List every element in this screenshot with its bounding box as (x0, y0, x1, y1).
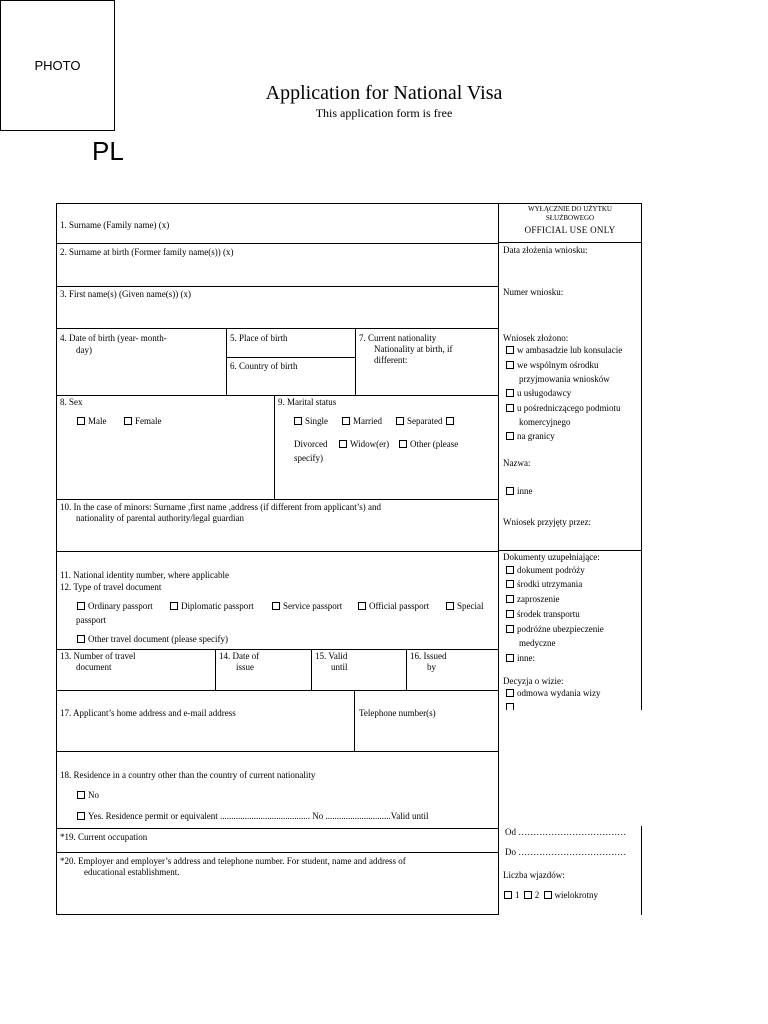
row-sep (56, 649, 499, 650)
checkbox[interactable] (506, 625, 514, 633)
frame-bottom (56, 914, 499, 915)
checkbox[interactable] (358, 602, 366, 610)
frame-right-lower (641, 826, 642, 915)
field-1-surname[interactable]: 1. Surname (Family name) (x) (60, 220, 170, 230)
official-name-label: Nazwa: (503, 458, 531, 468)
marital-other-option[interactable] (399, 439, 458, 450)
official-sub-provider[interactable] (506, 388, 571, 399)
col-sep (226, 357, 355, 358)
residence-yes-option[interactable] (77, 811, 429, 822)
option-label: Special (457, 601, 484, 611)
checkbox[interactable] (77, 791, 85, 799)
marital-married-option[interactable] (342, 416, 382, 427)
official-sub-embassy[interactable] (506, 345, 622, 356)
row-sep (56, 690, 499, 691)
option-label: odmowa wydania wizy (517, 688, 601, 698)
official-other[interactable] (506, 486, 533, 497)
field-2-surname-at-birth[interactable]: 2. Surname at birth (Former family name(s)) (x) (60, 247, 234, 257)
official-supporting-docs: Dokumenty uzupełniające: (503, 552, 600, 562)
photo-label: PHOTO (34, 58, 81, 73)
entry-multiple: wielokrotny (554, 890, 598, 900)
option-label: inne (517, 486, 533, 496)
field-13-label-cont: document (76, 662, 112, 672)
col-sep (226, 328, 227, 395)
checkbox[interactable] (506, 689, 514, 697)
frame-right-upper (641, 203, 642, 710)
sex-female-option[interactable] (124, 416, 162, 427)
frame-left (56, 203, 57, 915)
official-entries-options[interactable] (504, 890, 598, 901)
official-dec-refused[interactable] (506, 688, 600, 699)
field-7-label-cont2: different: (374, 355, 408, 365)
field-7-nationality[interactable]: 7. Current nationality (359, 333, 437, 343)
field-11-national-id[interactable]: 11. National identity number, where applicable (60, 570, 230, 580)
option-label: Diplomatic passport (181, 601, 254, 611)
option-label: u pośredniczącego podmiotu (517, 403, 621, 413)
official-doc-insurance-cont: medyczne (519, 638, 556, 648)
official-doc-means[interactable] (506, 579, 582, 590)
checkbox[interactable] (506, 580, 514, 588)
official-cutoff (499, 700, 641, 710)
official-doc-travel[interactable] (506, 565, 585, 576)
field-5-place-of-birth[interactable]: 5. Place of birth (230, 333, 288, 343)
field-4-label-cont: day) (76, 345, 92, 355)
checkbox[interactable] (524, 891, 532, 899)
checkbox[interactable] (544, 891, 552, 899)
field-8-sex: 8. Sex (60, 397, 83, 407)
option-label: inne: (517, 653, 535, 663)
frame-middle (498, 203, 499, 915)
official-use-only-heading: OFFICIAL USE ONLY (524, 225, 616, 235)
option-label: Yes. Residence permit or equivalent ........................................ No .............................Valid until (88, 811, 429, 821)
row-sep (56, 328, 499, 329)
checkbox[interactable] (77, 635, 85, 643)
checkbox[interactable] (506, 595, 514, 603)
marital-other-cont: specify) (294, 453, 323, 463)
field-17-home-address[interactable]: 17. Applicant’s home address and e-mail address (60, 708, 236, 718)
option-label: Separated (407, 416, 443, 426)
checkbox[interactable] (504, 891, 512, 899)
field-14-label-cont: issue (236, 662, 254, 672)
field-16-label-cont: by (427, 662, 436, 672)
official-sub-common-centre[interactable] (506, 360, 599, 371)
official-application-number: Numer wniosku: (503, 287, 564, 297)
marital-widow-option[interactable] (339, 439, 389, 450)
checkbox[interactable] (506, 566, 514, 574)
marital-divorced-option[interactable] (294, 439, 328, 450)
col-sep (311, 649, 312, 690)
form-title: Application for National Visa (265, 82, 503, 104)
col-sep (406, 649, 407, 690)
option-label: zaproszenie (517, 594, 560, 604)
form-subtitle: This application form is free (315, 106, 453, 120)
option-label: podróżne ubezpieczenie (517, 624, 604, 634)
country-code: PL (92, 136, 124, 166)
official-heading-1: WYŁĄCZNIE DO UŻYTKU (528, 205, 612, 213)
row-sep (56, 751, 499, 752)
checkbox[interactable] (399, 440, 407, 448)
entry-one: 1 (515, 890, 520, 900)
official-doc-transport[interactable] (506, 609, 580, 620)
checkbox[interactable] (506, 654, 514, 662)
option-label: środek transportu (517, 609, 580, 619)
field-18-residence: 18. Residence in a country other than the country of current nationality (60, 770, 316, 780)
option-label: Divorced (294, 439, 328, 449)
checkbox[interactable] (339, 440, 347, 448)
entry-two: 2 (534, 890, 540, 900)
official-application-date: Data złożenia wniosku: (503, 245, 588, 255)
row-sep (56, 243, 499, 244)
field-15-valid-until[interactable]: 15. Valid (315, 651, 348, 661)
checkbox[interactable] (446, 417, 454, 425)
field-19-occupation[interactable]: *19. Current occupation (60, 832, 148, 842)
checkbox[interactable] (396, 417, 404, 425)
field-10-minors[interactable]: 10. In the case of minors: Surname ,first name ,address (if different from applicant’s) and (60, 502, 381, 512)
field-4-date-of-birth[interactable]: 4. Date of birth (year- month- (60, 333, 167, 343)
col-sep (274, 395, 275, 499)
official-valid-to[interactable]: Do ……………………………… (505, 847, 627, 857)
field-6-country-of-birth[interactable]: 6. Country of birth (230, 361, 298, 371)
frame-top (56, 203, 642, 204)
td-official-option[interactable] (358, 601, 429, 612)
official-valid-from[interactable]: Od ……………………………… (505, 827, 627, 837)
official-doc-other[interactable] (506, 653, 535, 664)
col-sep (354, 690, 355, 751)
checkbox[interactable] (446, 602, 454, 610)
checkbox[interactable] (124, 417, 132, 425)
checkbox[interactable] (294, 417, 302, 425)
field-7-label-cont: Nationality at birth, if (374, 344, 453, 354)
row-sep (56, 499, 499, 500)
marital-separated-option[interactable] (396, 416, 457, 427)
td-other-option[interactable] (77, 634, 228, 645)
sex-male-option[interactable] (77, 416, 107, 427)
checkbox[interactable] (77, 417, 85, 425)
field-16-issued-by[interactable]: 16. Issued (410, 651, 447, 661)
col-sep (215, 649, 216, 690)
field-15-label-cont: until (331, 662, 348, 672)
field-9-marital-status: 9. Marital status (278, 397, 337, 407)
td-special-option[interactable] (446, 601, 484, 612)
checkbox[interactable] (77, 602, 85, 610)
field-12-travel-document-type: 12. Type of travel document (60, 582, 162, 592)
official-submitted-label: Wniosek złożono: (503, 333, 569, 343)
official-accepted-by: Wniosek przyjęty przez: (503, 517, 591, 527)
option-label: środki utrzymania (517, 579, 583, 589)
td-ordinary-option[interactable] (77, 601, 153, 612)
option-label: Other (please (410, 439, 459, 449)
checkbox[interactable] (506, 487, 514, 495)
checkbox[interactable] (506, 610, 514, 618)
official-entries-label: Liczba wjazdów: (503, 870, 565, 880)
option-label: Other travel document (please specify) (88, 634, 228, 644)
field-13-document-number[interactable]: 13. Number of travel (60, 651, 136, 661)
col-sep (355, 328, 356, 395)
residence-no-option[interactable] (77, 790, 99, 801)
field-10-label-cont: nationality of parental authority/legal guardian (76, 513, 244, 523)
row-sep (56, 286, 499, 287)
field-20-label-cont: educational establishment. (84, 867, 180, 877)
option-label: Widow(er) (350, 439, 390, 449)
option-label: Married (353, 416, 382, 426)
td-diplomatic-option[interactable] (170, 601, 254, 612)
field-3-first-names[interactable]: 3. First name(s) (Given name(s)) (x) (60, 289, 191, 299)
option-label: Ordinary passport (88, 601, 153, 611)
option-label: Male (88, 416, 107, 426)
checkbox[interactable] (506, 404, 514, 412)
checkbox[interactable] (506, 361, 514, 369)
td-service-option[interactable] (272, 601, 342, 612)
option-label: na granicy (517, 431, 555, 441)
official-visa-decision: Decyzja o wizie: (503, 676, 564, 686)
row-sep (56, 551, 499, 552)
checkbox[interactable] (506, 432, 514, 440)
row-sep (56, 828, 499, 829)
checkbox[interactable] (77, 812, 85, 820)
official-doc-invitation[interactable] (506, 594, 559, 605)
row-sep (56, 395, 499, 396)
option-label: Single (305, 416, 329, 426)
marital-single-option[interactable] (294, 416, 328, 427)
field-20-employer[interactable]: *20. Employer and employer’s address and telephone number. For student, name and address of (60, 856, 406, 866)
option-label: u usługodawcy (517, 388, 572, 398)
option-label: w ambasadzie lub konsulacie (517, 345, 623, 355)
checkbox[interactable] (506, 703, 514, 710)
field-telephone[interactable]: Telephone number(s) (359, 708, 436, 718)
checkbox[interactable] (342, 417, 350, 425)
option-label: Official passport (369, 601, 430, 611)
row-sep (56, 852, 499, 853)
official-sub-intermediary-cont: komercyjnego (519, 417, 571, 427)
checkbox[interactable] (506, 346, 514, 354)
official-sep (498, 242, 642, 243)
official-heading-2: SŁUŻBOWEGO (545, 214, 595, 222)
checkbox[interactable] (170, 602, 178, 610)
checkbox[interactable] (506, 389, 514, 397)
option-label: Female (135, 416, 162, 426)
official-sub-common-centre-cont: przyjmowania wniosków (519, 374, 610, 384)
option-label: No (88, 790, 99, 800)
official-sub-intermediary[interactable] (506, 403, 620, 414)
td-special-cont: passport (76, 615, 106, 625)
checkbox[interactable] (272, 602, 280, 610)
official-doc-insurance[interactable] (506, 624, 604, 635)
official-sep (498, 550, 642, 551)
option-label: dokument podróży (517, 565, 585, 575)
official-sub-border[interactable] (506, 431, 555, 442)
field-14-date-of-issue[interactable]: 14. Date of (219, 651, 260, 661)
option-label: we wspólnym ośrodku (517, 360, 599, 370)
option-label: Service passport (283, 601, 343, 611)
